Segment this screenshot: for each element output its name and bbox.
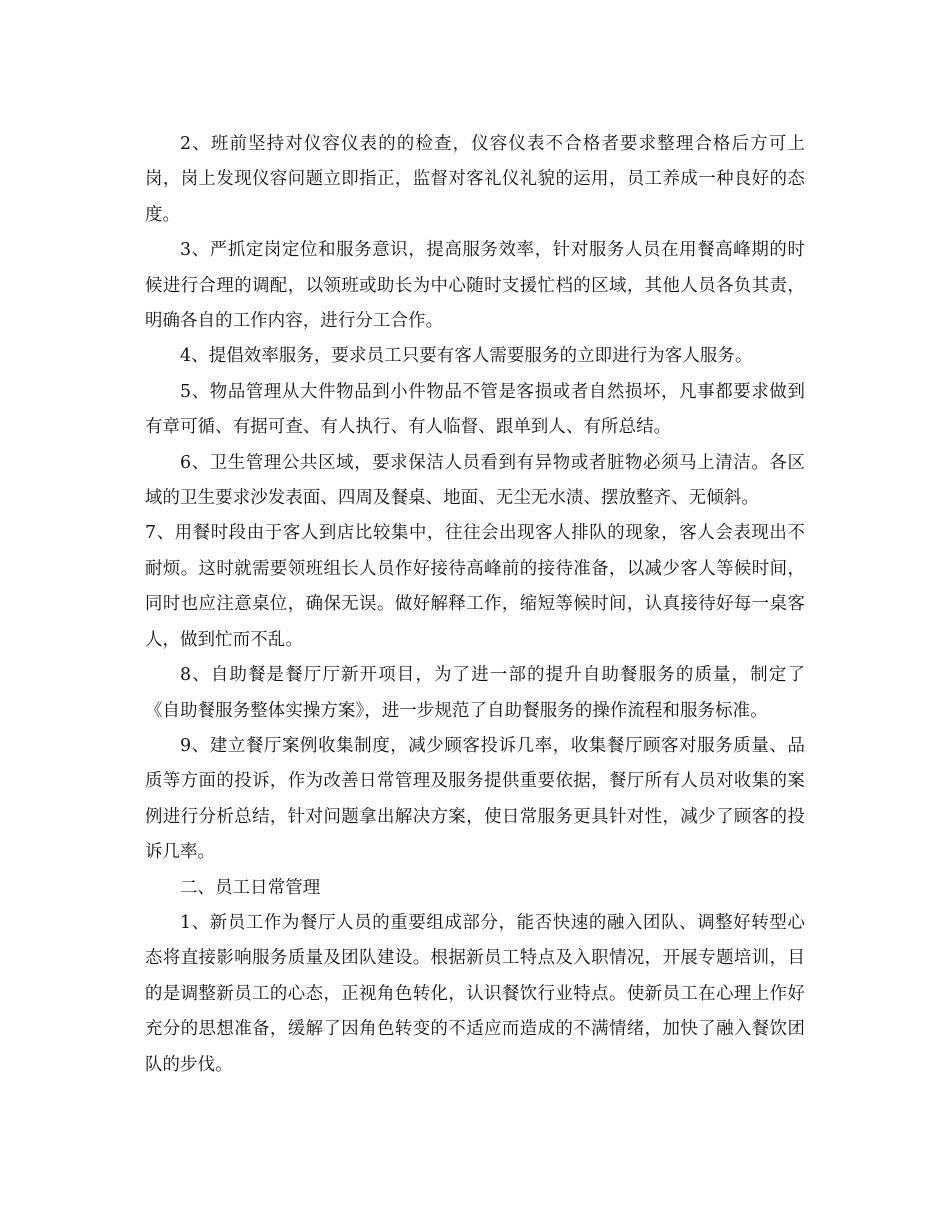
paragraph-item-7: 7、用餐时段由于客人到店比较集中，往往会出现客人排队的现象，客人会表现出不耐烦。这时就需要领班组长人员作好接待高峰前的接待准备，以减少客人等候时间，同时也应注意桌位，确保无误。做好解释工作，缩短等候时间，认真接待好每一桌客人，做到忙而不乱。 xyxy=(145,523,805,650)
paragraph-item-3: 3、严抓定岗定位和服务意识，提高服务效率，针对服务人员在用餐高峰期的时候进行合理的调配，以领班或助长为中心随时支援忙档的区域，其他人员各负其责，明确各自的工作内容，进行分工合作。 xyxy=(145,240,805,332)
paragraph-item-5: 5、物品管理从大件物品到小件物品不管是客损或者自然损坏，凡事都要求做到有章可循、有据可查、有人执行、有人临督、跟单到人、有所总结。 xyxy=(145,381,805,438)
document-body xyxy=(145,127,805,1083)
paragraph-item-9: 9、建立餐厅案例收集制度，减少顾客投诉几率，收集餐厅顾客对服务质量、品质等方面的投诉，作为改善日常管理及服务提供重要依据，餐厅所有人员对收集的案例进行分析总结，针对问题拿出解决方案，使日常服务更具针对性，减少了顾客的投诉几率。 xyxy=(145,735,805,863)
section-heading: 二、员工日常管理 xyxy=(180,877,321,898)
paragraph-new-staff: 1、新员工作为餐厅人员的重要组成部分，能否快速的融入团队、调整好转型心态将直接影响服务质量及团队建设。根据新员工特点及入职情况，开展专题培训，目的是调整新员工的心态，正视角色转化，认识餐饮行业特点。使新员工在心理上作好充分的思想准备，缓解了因角色转变的不适应而造成的不满情绪，加快了融入餐饮团队的步伐。 xyxy=(145,912,805,1075)
paragraph-item-4: 4、提倡效率服务，要求员工只要有客人需要服务的立即进行为客人服务。 xyxy=(180,346,753,367)
paragraph-item-6: 6、卫生管理公共区域，要求保洁人员看到有异物或者脏物必须马上清洁。各区域的卫生要求沙发表面、四周及餐桌、地面、无尘无水渍、摆放整齐、无倾斜。 xyxy=(145,452,805,509)
paragraph-item-8: 8、自助餐是餐厅厅新开项目，为了进一部的提升自助餐服务的质量，制定了《自助餐服务整体实操方案》，进一步规范了自助餐服务的操作流程和服务标准。 xyxy=(145,665,805,721)
paragraph-item-2: 2、班前坚持对仪容仪表的的检查，仪容仪表不合格者要求整理合格后方可上岗，岗上发现仪容问题立即指正，监督对客礼仪礼貌的运用，员工养成一种良好的态度。 xyxy=(145,134,805,225)
